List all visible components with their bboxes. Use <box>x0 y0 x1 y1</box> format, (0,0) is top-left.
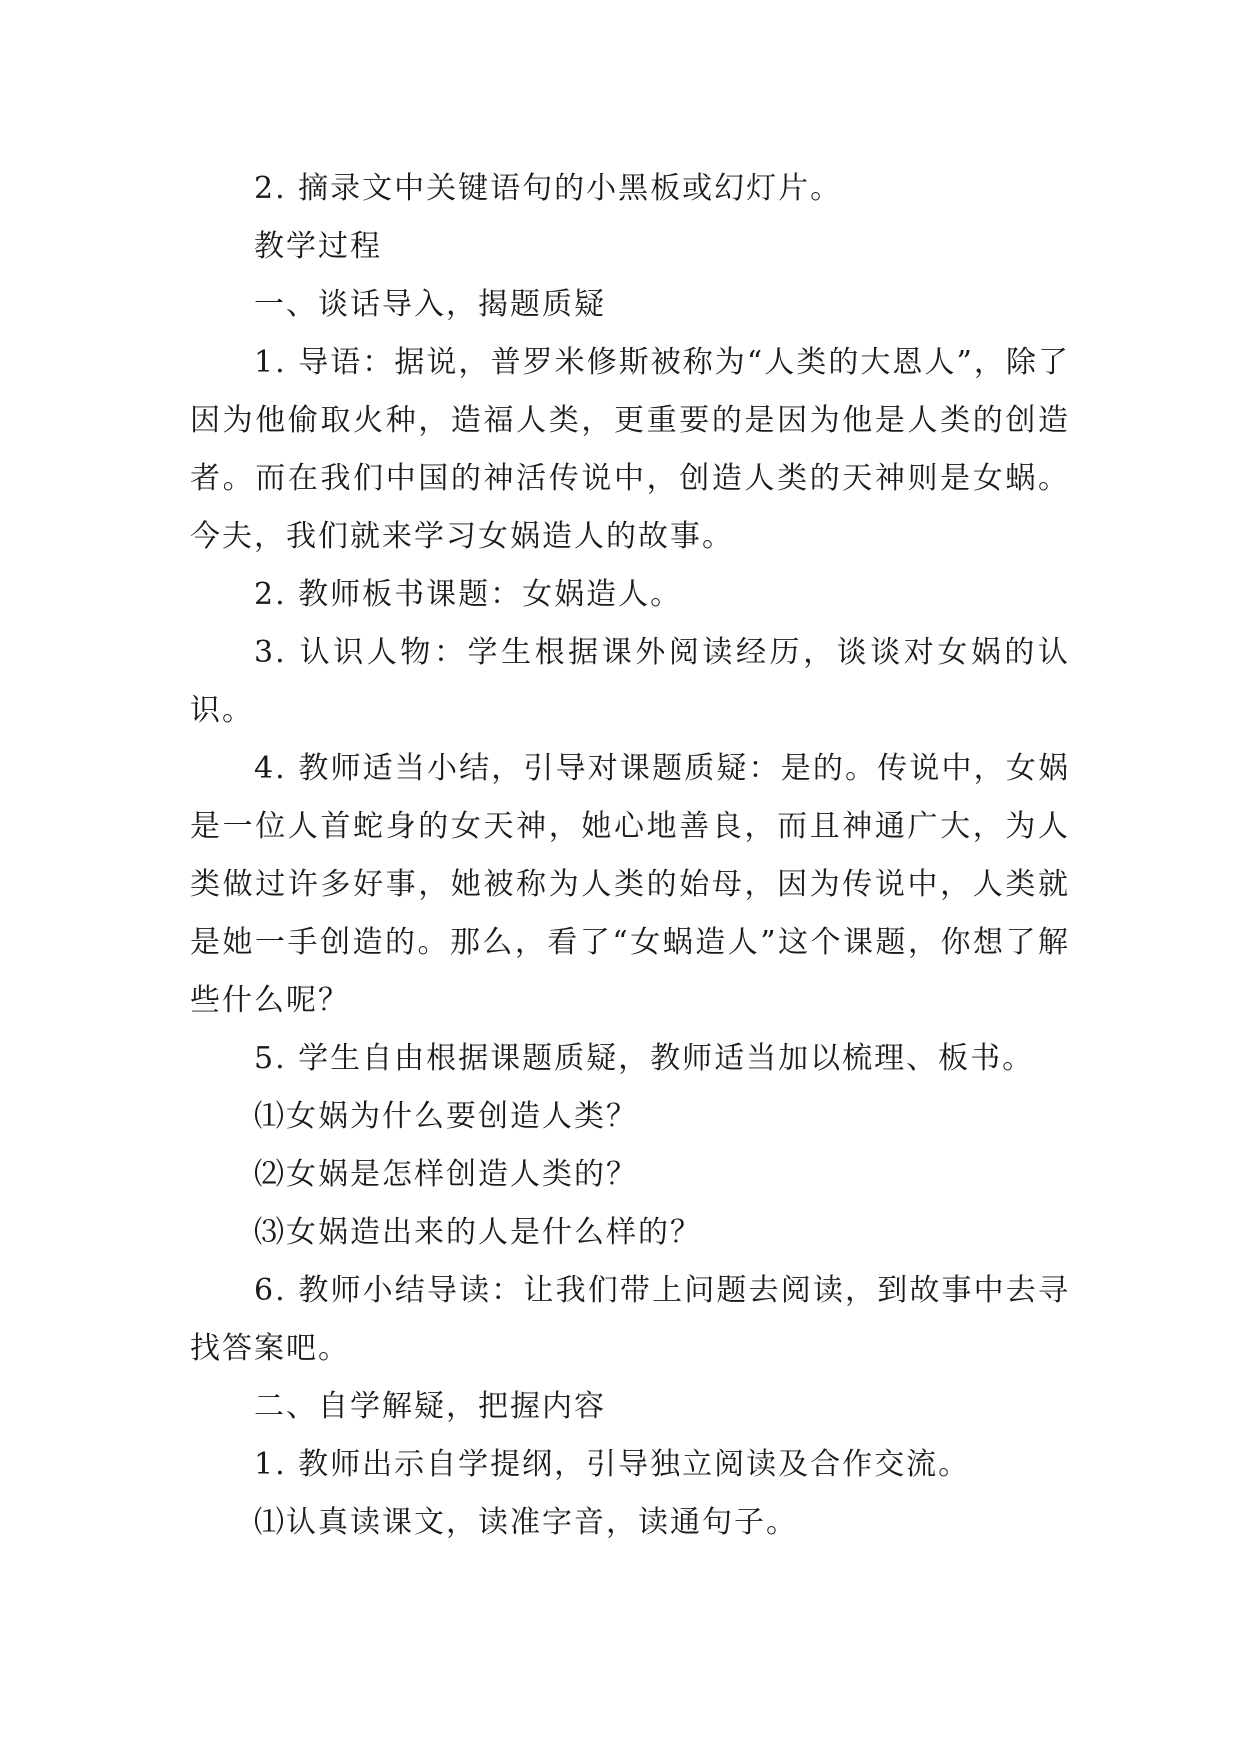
part-2-step-1: 1. 教师出示自学提纲，引导独立阅读及合作交流。 <box>254 1447 971 1482</box>
question-3: ⑶女娲造出来的人是什么样的？ <box>254 1215 702 1250</box>
list-item-materials-2: 2. 摘录文中关键语句的小黑板或幻灯片。 <box>254 171 843 206</box>
step-6-guided-reading: 6. 教师小结导读：让我们带上问题去阅读，到故事中去寻找答案吧。 <box>190 1273 1070 1366</box>
part-2-substep-1: ⑴认真读课文，读准字音，读通句子。 <box>254 1505 798 1540</box>
question-1: ⑴女娲为什么要创造人类？ <box>254 1099 638 1134</box>
step-5-questions: 5. 学生自由根据课题质疑，教师适当加以梳理、板书。 <box>254 1041 1035 1076</box>
step-4-summary: 4. 教师适当小结，引导对课题质疑：是的。传说中，女娲是一位人首蛇身的女天神，她心地善良，而且神通广大，为人类做过许多好事，她被称为人类的始母，因为传说中，人类就是她一手创造的。那么，看了“女蜗造人”这个课题，你想了解些什么呢？ <box>190 751 1070 1018</box>
step-2-title: 2. 教师板书课题：女娲造人。 <box>254 577 683 612</box>
document-body <box>190 160 1070 1552</box>
step-3-characters: 3. 认识人物：学生根据课外阅读经历，谈谈对女娲的认识。 <box>190 635 1070 728</box>
section-heading-part-1: 一、谈话导入，揭题质疑 <box>254 287 606 322</box>
step-1-introduction: 1. 导语：据说，普罗米修斯被称为“人类的大恩人”，除了因为他偷取火种，造福人类，更重要的是因为他是人类的创造者。而在我们中国的神活传说中，创造人类的天神则是女蜗。今夫，我们就来学习女娲造人的故事。 <box>190 345 1070 554</box>
section-heading-teaching-process: 教学过程 <box>254 229 382 264</box>
section-heading-part-2: 二、自学解疑，把握内容 <box>254 1389 606 1424</box>
question-2: ⑵女娲是怎样创造人类的？ <box>254 1157 638 1192</box>
